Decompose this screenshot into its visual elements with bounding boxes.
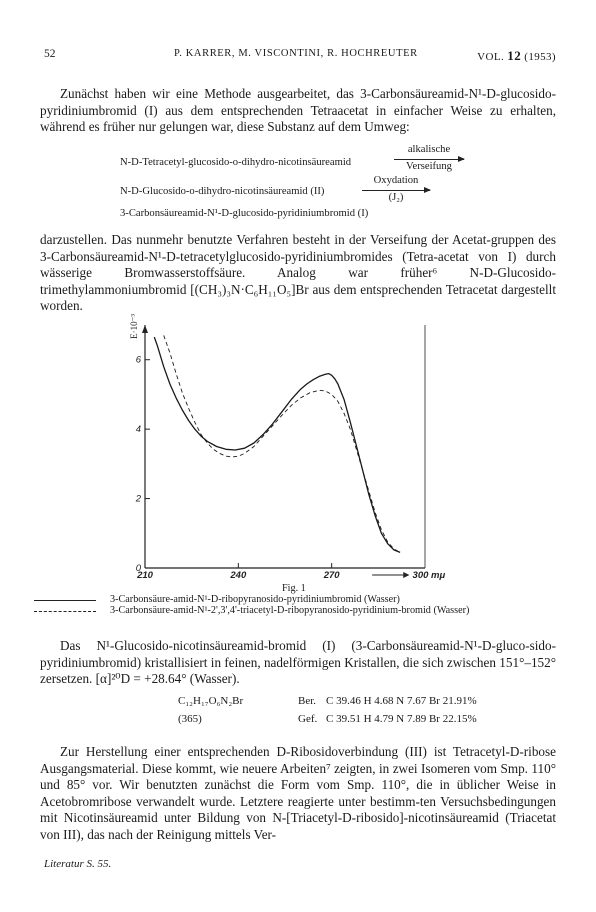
scheme-step2-compound: N-D-Glucosido-o-dihydro-nicotinsäureamid (II) — [120, 186, 325, 197]
paragraph-2-text: darzustellen. Das nunmehr benutzte Verfahren besteht in der Verseifung der Acetat-gruppen des 3-Carbonsäureamid-N¹-D-tetracetylglucosido-pyridiniumbromides (Tetra-acetat von I) durch wässerige Bromwasserstoffsäure. Analog war früher⁶ N-D-Glucosido-trimethylammoniumbromid [(CH₃)₃N·C₆H₁₁O₅]Br aus dem entsprechenden Tetracetat dargestellt worden. — [40, 232, 556, 313]
analysis-mol-weight: (365) — [178, 713, 202, 725]
x-tick-label: 270 — [323, 570, 340, 581]
legend-dashed-line — [34, 611, 96, 612]
legend-solid-text: 3-Carbonsäure-amid-N¹-D-ribopyranosido-pyridiniumbromid (Wasser) — [110, 594, 400, 605]
legend-solid-line — [34, 600, 96, 601]
chart-series — [154, 335, 400, 552]
scheme-arrow1-bottom-label: Verseifung — [406, 161, 452, 172]
y-axis-arrow — [142, 325, 148, 333]
y-tick-label: 2 — [135, 493, 141, 505]
paragraph-4 — [40, 744, 556, 843]
analysis-calc-label: Ber. — [298, 695, 317, 707]
y-axis-label: E·10⁻³ — [129, 313, 139, 339]
scheme-product: 3-Carbonsäureamid-N¹-D-glucosido-pyridiniumbromid (I) — [120, 208, 369, 219]
intro-text: Zunächst haben wir eine Methode ausgearbeitet, das 3-Carbonsäureamid-N¹-D-glucosido-pyridiniumbromid (I) aus dem entsprechenden Tetraacetat in einfacher Weise zu erhalten, während es früher nur gelungen war, diese Substanz auf dem Umweg: — [40, 86, 556, 134]
page-number: 52 — [44, 48, 56, 60]
scheme-arrow2-bottom-label: (J₂) — [388, 192, 404, 203]
analysis-found-values: C 39.51 H 4.79 N 7.89 Br 22.15% — [326, 713, 477, 725]
volume-number: 12 — [507, 48, 522, 63]
series-solid-line — [154, 337, 400, 552]
analysis-calc-values: C 39.46 H 4.68 N 7.67 Br 21.91% — [326, 695, 477, 707]
x-axis-unit-label: 300 mμ — [412, 570, 446, 581]
literature-footnote: Literatur S. 55. — [44, 858, 112, 870]
running-authors: P. KARRER, M. VISCONTINI, R. HOCHREUTER — [174, 48, 418, 59]
paragraph-4-text: Zur Herstellung einer entsprechenden D-Ribosidoverbindung (III) ist Tetracetyl-D-ribose Ausgangsmaterial. Diese kommt, wie neuere Arbeiten⁷ zeigten, in zwei Isomeren vom Smp. 110° und 85° vor. Wir benutzten zunächst die Form vom Smp. 110°, die in üblicher Weise in Acetobromribose verwandelt wurde. Letztere reagierte unter bestimm-ten Versuchsbedingungen mit Nicotinsäureamid unter Bildung von N-[Triacetyl-D-ribosido]-nicotinsäureamid (Triacetat von III), das nach der Reinigung mittels Ver- — [40, 744, 556, 842]
figure-label: Fig. 1 — [282, 583, 306, 594]
paragraph-3 — [40, 638, 556, 688]
analysis-found-label: Gef. — [298, 713, 318, 725]
volume-year: (1953) — [524, 51, 556, 63]
y-tick-label: 4 — [135, 424, 141, 436]
legend-dashed-text: 3-Carbonsäure-amid-N¹-2',3',4'-triacetyl-D-ribopyranosido-pyridinium-bromid (Wasser) — [110, 605, 470, 616]
scheme-arrow1-top-label: alkalische — [407, 144, 451, 155]
scheme-arrow2-top-label: Oxydation — [373, 175, 419, 186]
y-tick-label: 0 — [135, 563, 141, 574]
x-axis-arrow-head — [403, 572, 409, 578]
scheme-step1-compound: N-D-Tetracetyl-glucosido-o-dihydro-nicotinsäureamid — [120, 157, 352, 168]
x-tick-label: 210 — [137, 570, 153, 581]
x-tick-label: 240 — [230, 570, 247, 581]
paragraph-3-text: Das N¹-Glucosido-nicotinsäureamid-bromid (I) (3-Carbonsäureamid-N¹-D-gluco-sido-pyridiniumbromid) kristallisiert in feinen, nadelförmigen Kristallen, die sich zwischen 151°–152° zersetzen. [α]²⁰D = +28.64° (Wasser). — [40, 638, 556, 686]
series-dashed-line — [164, 335, 400, 552]
analysis-formula: C₁₂H₁₇O₆N₂Br — [178, 695, 244, 707]
y-tick-label: 6 — [135, 354, 141, 366]
volume-prefix: VOL. — [477, 51, 505, 63]
